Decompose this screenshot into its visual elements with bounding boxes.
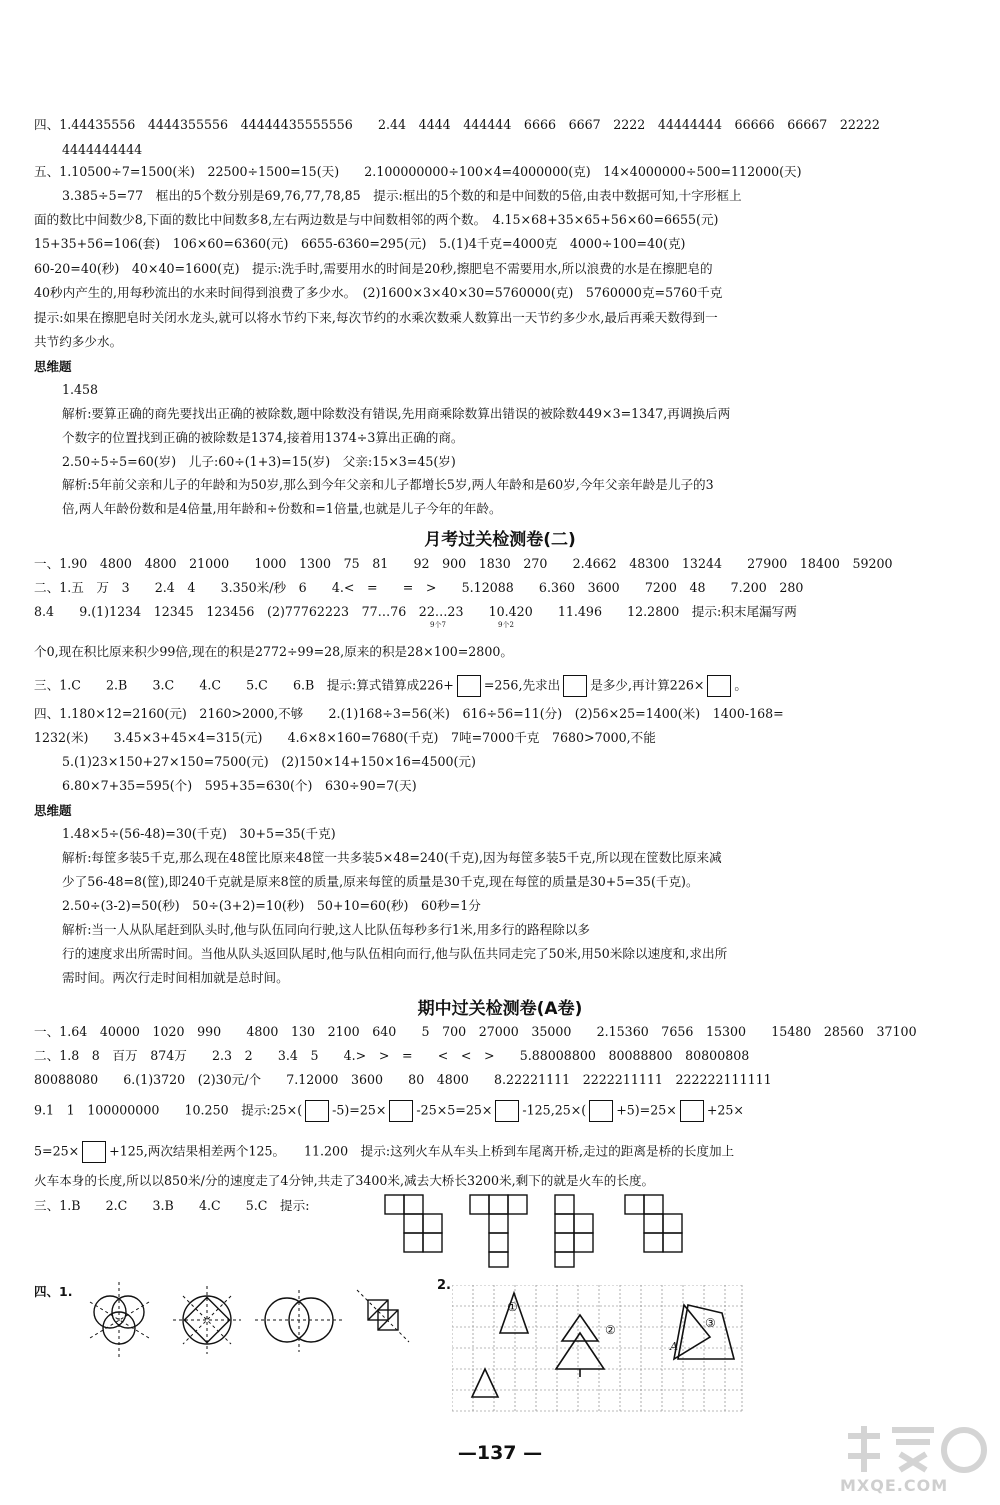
text-line <box>34 1141 734 1163</box>
text-line: 6.80×7+35=595(个) 595+35=630(个) 630÷90=7(天) <box>62 778 417 793</box>
text-segment: -25×5=25× <box>416 1102 493 1118</box>
text-line: 2.50÷5÷5=60(岁) 儿子:60÷(1+3)=15(岁) 父亲:15×3=45(岁) <box>62 454 456 469</box>
text-line: 80088080 6.(1)3720 (2)30元/个 7.12000 3600 80 4800 8.22221111 2222211111 222222111111 <box>34 1072 772 1087</box>
section-label: 思维题 <box>34 359 72 374</box>
point-label: A <box>670 1340 678 1353</box>
blank-box <box>389 1100 413 1122</box>
text-line: 4444444444 <box>62 142 143 157</box>
section-heading: 月考过关检测卷(二) <box>424 530 576 550</box>
text-line: 个数字的位置找到正确的被除数是1374,接着用1374÷3算出正确的商。 <box>62 430 464 445</box>
text-segment: +5)=25× <box>616 1102 677 1118</box>
text-line: 二、1.8 8 百万 874万 2.3 2 3.4 5 4.> > = < < > 5.88008800 80088800 80800808 <box>34 1048 750 1063</box>
text-line: 1.458 <box>62 382 99 397</box>
text-line: 二、1.五 万 3 2.4 4 3.350米/秒 6 4.< = = > 5.12088 6.360 3600 7200 48 7.200 280 <box>34 580 804 595</box>
section-label: 思维题 <box>34 803 72 818</box>
text-segment: -5)=25× <box>332 1102 387 1118</box>
text-segment: 9.1 1 100000000 10.250 提示:25×( <box>34 1102 303 1118</box>
text-line: 解析:每筐多装5千克,那么现在48筐比原来48筐一共多装5×48=240(千克),因为每筐多装5千克,所以现在筐数比原来减 <box>62 850 722 865</box>
text-line: 火车本身的长度,所以以850米/分的速度走了4分钟,共走了3400米,减去大桥长3200米,剩下的就是火车的长度。 <box>34 1173 655 1188</box>
text-line: 解析:5年前父亲和儿子的年龄和为50岁,那么到今年父亲和儿子都增长5岁,两人年龄和是60岁,今年父亲年龄是儿子的3 <box>62 477 714 492</box>
text-segment: 是多少,再计算226× <box>590 677 705 693</box>
text-line: 行的速度求出所需时间。当他从队头返回队尾时,他与队伍相向而行,他与队伍共同走完了50米,用50米除以速度和,求出所 <box>62 946 728 961</box>
text-line: 解析:当一人从队尾赶到队头时,他与队伍同向行驶,这人比队伍每秒多行1米,用多行的路程除以多 <box>62 922 591 937</box>
shape-label: ③ <box>705 1316 716 1330</box>
grid-figure <box>452 1285 744 1413</box>
text-segment: =256,先求出 <box>483 677 561 693</box>
text-line: 倍,两人年龄份数和是4倍量,用年龄和÷份数和=1倍量,也就是儿子今年的年龄。 <box>62 501 502 516</box>
text-segment: +125,两次结果相差两个125。 11.200 提示:这列火车从车头上桥到车尾离开桥,走过的距离是桥的长度加上 <box>109 1143 735 1159</box>
cube-nets-figure <box>380 1192 700 1270</box>
blank-box <box>707 675 731 697</box>
text-segment: +25× <box>706 1102 744 1118</box>
symmetry-figures <box>85 1272 415 1370</box>
text-line: 3.385÷5=77 框出的5个数分别是69,76,77,78,85 提示:框出的5个数的和是中间数的5倍,由表中数据可知,十字形框上 <box>62 188 742 203</box>
text-line: 四、1.180×12=2160(元) 2160>2000,不够 2.(1)168÷3=56(米) 616÷56=11(分) (2)56×25=1400(米) 1400-168= <box>34 706 784 721</box>
text-line: 提示:如果在擦肥皂时关闭水龙头,就可以将水节约下来,每次节约的水乘次数乘人数算出一天节约多少水,最后再乘天数得到一 <box>34 310 718 325</box>
text-line: 需时间。两次行走时间相加就是总时间。 <box>62 970 289 985</box>
text-line: 五、1.10500÷7=1500(米) 22500÷1500=15(天) 2.100000000÷100×4=4000000(克) 14×4000000÷500=112000(天) <box>34 164 802 179</box>
blank-box <box>563 675 587 697</box>
text-line: 60-20=40(秒) 40×40=1600(克) 提示:洗手时,需要用水的时间是20秒,擦肥皂不需要用水,所以浪费的水是在擦肥皂的 <box>34 261 713 276</box>
annotation: 9个2 <box>498 621 514 629</box>
blank-box <box>680 1100 704 1122</box>
text-line: 少了56-48=8(筐),即240千克就是原来8筐的质量,原来每筐的质量是30千克,现在每筐的质量是30+5=35(千克)。 <box>62 874 699 889</box>
shape-label: ① <box>507 1300 518 1314</box>
blank-box <box>82 1141 106 1163</box>
text-line: 2.50÷(3-2)=50(秒) 50÷(3+2)=10(秒) 50+10=60(秒) 60秒=1分 <box>62 898 481 913</box>
text-line <box>34 1100 744 1122</box>
text-line: 8.4 9.(1)1234 12345 123456 (2)77762223 77…76 22…23 10.420 11.496 12.2800 提示:积末尾漏写两 <box>34 604 797 619</box>
text-line: 四、1.44435556 4444355556 44444435555556 2.44 4444 444444 6666 6667 2222 44444444 66666 66667 22222 <box>34 117 880 132</box>
text-segment: 5=25× <box>34 1143 80 1159</box>
blank-box <box>305 1100 329 1122</box>
shape-label: ② <box>605 1323 616 1337</box>
blank-box <box>495 1100 519 1122</box>
text-line: 个0,现在积比原来积少99倍,现在的积是2772÷99=28,原来的积是28×100=2800。 <box>34 644 513 659</box>
section-heading: 期中过关检测卷(A卷) <box>417 999 583 1019</box>
watermark-text: MXQE.COM <box>840 1476 949 1495</box>
annotation: 9个7 <box>430 621 446 629</box>
text-line: 1.48×5÷(56-48)=30(千克) 30+5=35(千克) <box>62 826 336 841</box>
text-line: 一、1.90 4800 4800 21000 1000 1300 75 81 92 900 1830 270 2.4662 48300 13244 27900 18400 59200 <box>34 556 893 571</box>
blank-box <box>457 675 481 697</box>
section-label: 四、1. <box>34 1284 73 1299</box>
text-line: 15+35+56=106(套) 106×60=6360(元) 6655-6360=295(元) 5.(1)4千克=4000克 4000÷100=40(克) <box>34 236 686 251</box>
text-line: 共节约多少水。 <box>34 334 123 349</box>
page-number: —137 — <box>457 1442 543 1464</box>
text-segment: 。 <box>734 677 747 693</box>
text-line: 1232(米) 3.45×3+45×4=315(元) 4.6×8×160=7680(千克) 7吨=7000千克 7680>7000,不能 <box>34 730 656 745</box>
text-line <box>34 675 747 697</box>
text-line: 解析:要算正确的商先要找出正确的被除数,题中除数没有错误,先用商乘除数算出错误的被除数449×3=1347,再调换后两 <box>62 406 731 421</box>
text-line: 5.(1)23×150+27×150=7500(元) (2)150×14+150×16=4500(元) <box>62 754 476 769</box>
text-line: 一、1.64 40000 1020 990 4800 130 2100 640 5 700 27000 35000 2.15360 7656 15300 15480 28560 37100 <box>34 1024 917 1039</box>
text-line: 40秒内产生的,用每秒流出的水来时间得到浪费了多少水。 (2)1600×3×40×30=5760000(克) 5760000克=5760千克 <box>34 285 723 300</box>
question-label: 2. <box>437 1278 451 1293</box>
text-segment: 三、1.C 2.B 3.C 4.C 5.C 6.B 提示:算式错算成226+ <box>34 677 454 693</box>
blank-box <box>589 1100 613 1122</box>
text-segment: -125,25×( <box>522 1102 587 1118</box>
text-line: 三、1.B 2.C 3.B 4.C 5.C 提示: <box>34 1198 310 1213</box>
text-line: 面的数比中间数少8,下面的数比中间数多8,左右两边数是与中间数相邻的两个数。 4.15×68+35×65+56×60=6655(元) <box>34 212 719 227</box>
